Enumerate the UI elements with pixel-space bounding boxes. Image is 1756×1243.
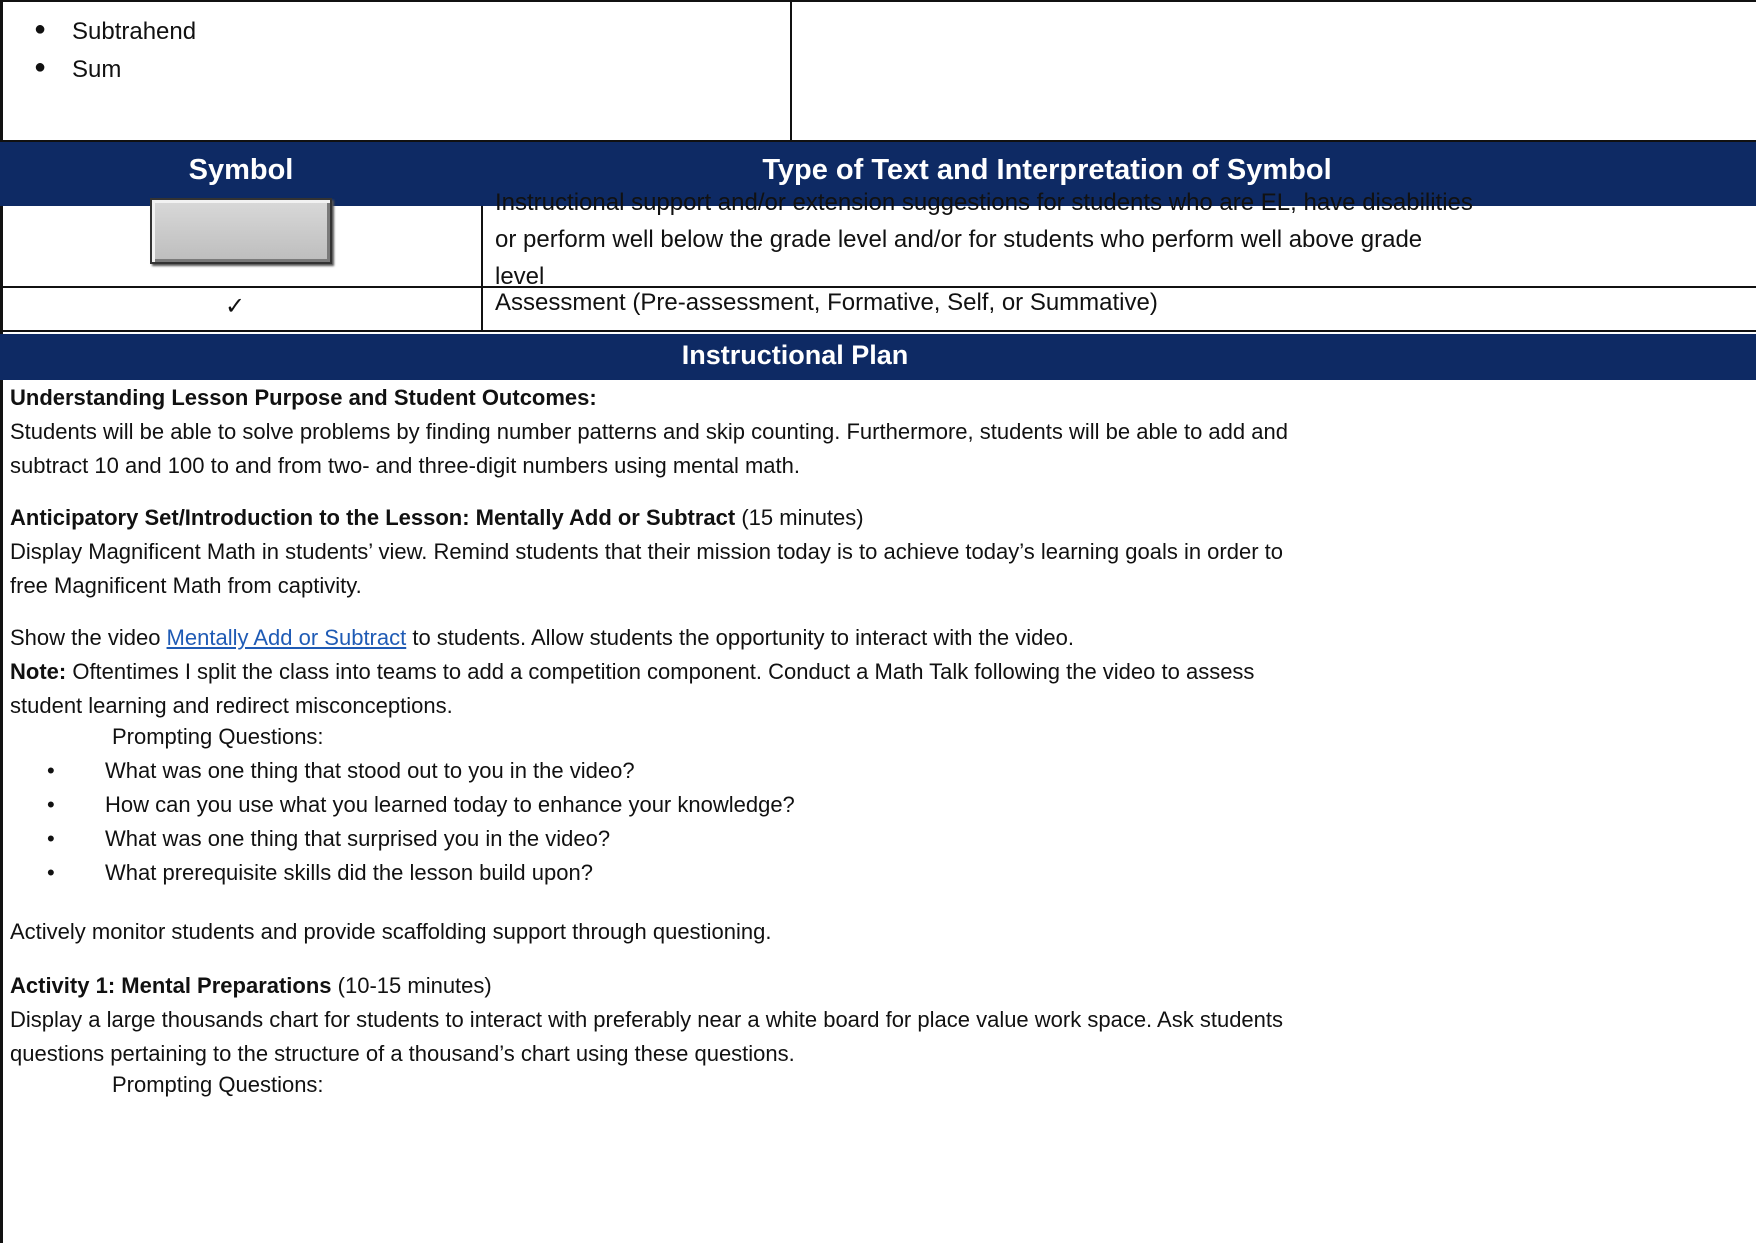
vocab-cell bbox=[0, 2, 792, 142]
question-text: What was one thing that stood out to you in the video? bbox=[105, 758, 635, 783]
instructional-plan-header bbox=[0, 334, 1756, 380]
vocab-row bbox=[0, 0, 1756, 142]
support-line-3: level bbox=[495, 263, 545, 290]
video-text: Show the video bbox=[10, 625, 167, 650]
support-description bbox=[495, 184, 1745, 295]
note-text: student learning and redirect misconceptions. bbox=[10, 693, 453, 718]
purpose-text: Students will be able to solve problems by finding number patterns and skip counting. Furthermore, students will be able to add and bbox=[10, 419, 1288, 444]
bullet-icon: • bbox=[47, 860, 55, 885]
question-text: How can you use what you learned today to enhance your knowledge? bbox=[105, 792, 795, 817]
list-item bbox=[47, 826, 611, 852]
purpose-heading: Understanding Lesson Purpose and Student Outcomes: bbox=[10, 385, 597, 410]
anticipatory-text: free Magnificent Math from captivity. bbox=[10, 573, 362, 598]
list-item bbox=[47, 792, 795, 818]
prompting-label: Prompting Questions: bbox=[112, 724, 324, 749]
bullet-icon: ● bbox=[34, 56, 47, 78]
checkmark-icon: ✓ bbox=[225, 293, 246, 320]
bullet-icon: • bbox=[47, 792, 55, 817]
list-item-text: Sum bbox=[72, 56, 122, 83]
note-label: Note: bbox=[10, 659, 67, 684]
anticipatory-time: (15 minutes) bbox=[735, 505, 864, 530]
anticipatory-text: Display Magnificent Math in students’ view. Remind students that their mission today is to achieve today’s learning goals in order to bbox=[10, 539, 1283, 564]
column-divider bbox=[481, 206, 483, 332]
prompting-label: Prompting Questions: bbox=[112, 1072, 324, 1097]
question-text: What was one thing that surprised you in the video? bbox=[105, 826, 611, 851]
bullet-icon: ● bbox=[34, 18, 47, 40]
section-title: Instructional Plan bbox=[681, 340, 909, 370]
symbol-column-header: Symbol bbox=[188, 154, 294, 186]
support-line-1: Instructional support and/or extension suggestions for students who are EL, have disabilities bbox=[495, 189, 1473, 216]
list-item bbox=[47, 860, 593, 886]
list-item-text: Subtrahend bbox=[72, 18, 197, 45]
activity1-text: Display a large thousands chart for students to interact with preferably near a white board for place value work space. Ask students bbox=[10, 1007, 1284, 1032]
list-item bbox=[34, 18, 197, 46]
assessment-description: Assessment (Pre-assessment, Formative, Self, or Summative) bbox=[495, 289, 1158, 316]
monitor-text: Actively monitor students and provide scaffolding support through questioning. bbox=[10, 919, 772, 944]
purpose-text: subtract 10 and 100 to and from two- and three-digit numbers using mental math. bbox=[10, 453, 800, 478]
list-item bbox=[47, 758, 635, 784]
question-text: What prerequisite skills did the lesson build upon? bbox=[105, 860, 593, 885]
video-line bbox=[10, 620, 1750, 656]
gray-box-symbol-icon bbox=[150, 198, 332, 264]
activity1-heading: Activity 1: Mental Preparations bbox=[10, 973, 332, 998]
note-line bbox=[10, 654, 1750, 690]
video-link[interactable]: Mentally Add or Subtract bbox=[166, 625, 407, 650]
activity1-time: (10-15 minutes) bbox=[331, 973, 492, 998]
anticipatory-heading: Anticipatory Set/Introduction to the Lesson: Mentally Add or Subtract bbox=[10, 505, 736, 530]
type-column-header: Type of Text and Interpretation of Symbol bbox=[762, 154, 1332, 186]
note-text: Oftentimes I split the class into teams to add a competition component. Conduct a Math Talk following the video to assess bbox=[66, 659, 1255, 684]
list-item bbox=[34, 56, 122, 84]
bullet-icon: • bbox=[47, 826, 55, 851]
activity1-text: questions pertaining to the structure of a thousand’s chart using these questions. bbox=[10, 1041, 795, 1066]
bullet-icon: • bbox=[47, 758, 55, 783]
anticipatory-heading-line bbox=[10, 500, 1750, 536]
activity1-heading-line bbox=[10, 968, 1750, 1004]
support-line-2: or perform well below the grade level and/or for students who perform well above grade bbox=[495, 226, 1423, 253]
video-text: to students. Allow students the opportunity to interact with the video. bbox=[406, 625, 1074, 650]
